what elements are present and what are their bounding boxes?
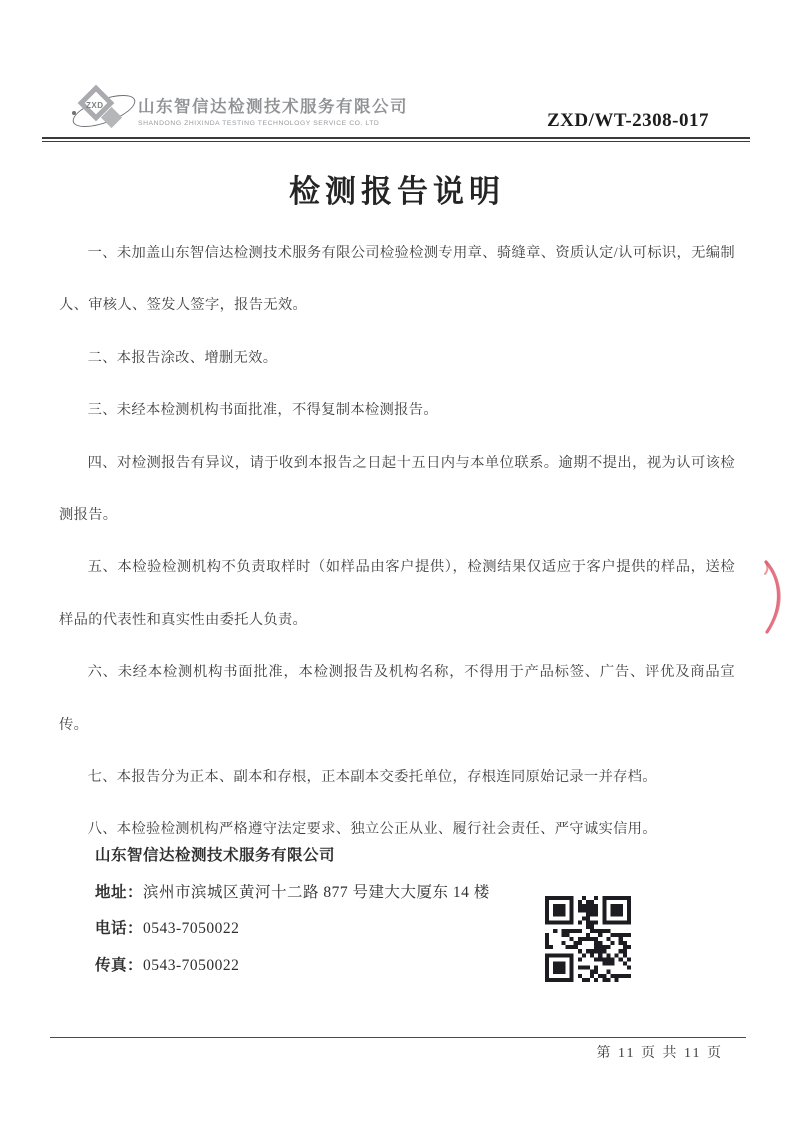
notes-section	[59, 227, 735, 856]
logo-orbit-dot-icon	[72, 111, 76, 115]
note-item-3: 三、未经本检测机构书面批准，不得复制本检测报告。	[87, 402, 438, 419]
contact-phone-line	[95, 911, 490, 948]
note-item-5: 五、本检验检测机构不负责取样时（如样品由客户提供），检测结果仅适应于客户提供的样品，送检样品的代表性和真实性由委托人负责。	[59, 559, 735, 628]
document-number: ZXD/WT-2308-017	[547, 110, 709, 131]
header-double-rule	[42, 137, 750, 142]
note-item-8: 八、本检验检测机构严格遵守法定要求、独立公正从业、履行社会责任、严守诚实信用。	[87, 821, 657, 838]
note-item-2: 二、本报告涂改、增删无效。	[87, 349, 278, 366]
phone-label: 电话：	[95, 920, 144, 937]
contact-fax-line	[95, 948, 490, 985]
page-title: 检测报告说明	[289, 174, 505, 209]
phone-value: 0543-7050022	[143, 920, 240, 937]
company-name-cn: 山东智信达检测技术服务有限公司	[138, 98, 408, 116]
seam-seal-fragment-icon	[758, 558, 794, 636]
fax-value: 0543-7050022	[143, 956, 240, 974]
note-item-4: 四、对检测报告有异议，请于收到本报告之日起十五日内与本单位联系。逾期不提出，视为认可该检测报告。	[59, 454, 735, 524]
qr-code	[545, 896, 631, 982]
note-item-6: 六、未经本检测机构书面批准，本检测报告及机构名称，不得用于产品标签、广告、评优及商品宣传。	[59, 664, 735, 733]
fax-label: 传真：	[95, 956, 144, 974]
page-number: 第 11 页 共 11 页	[596, 1046, 723, 1061]
note-item-1: 一、未加盖山东智信达检测技术服务有限公司检验检测专用章、骑缝章、资质认定/认可标识，无编制人、审核人、签发人签字，报告无效。	[59, 245, 735, 314]
contact-block	[95, 838, 490, 984]
company-logo	[70, 84, 144, 140]
footer-rule	[50, 1037, 746, 1038]
address-value: 滨州市滨城区黄河十二路 877 号建大大厦东 14 楼	[143, 883, 490, 901]
company-name-en: SHANDONG ZHIXINDA TESTING TECHNOLOGY SERVICE CO. LTD	[138, 120, 380, 127]
qr-code-block	[545, 896, 631, 982]
company-name-block	[138, 93, 408, 127]
contact-company: 山东智信达检测技术服务有限公司	[95, 847, 336, 864]
note-item-7: 七、本报告分为正本、副本和存根，正本副本交委托单位，存根连同原始记录一并存档。	[87, 769, 657, 786]
logo-zxd-text: ZXD	[86, 101, 104, 110]
address-label: 地址：	[95, 883, 144, 901]
contact-address-line	[95, 875, 490, 912]
